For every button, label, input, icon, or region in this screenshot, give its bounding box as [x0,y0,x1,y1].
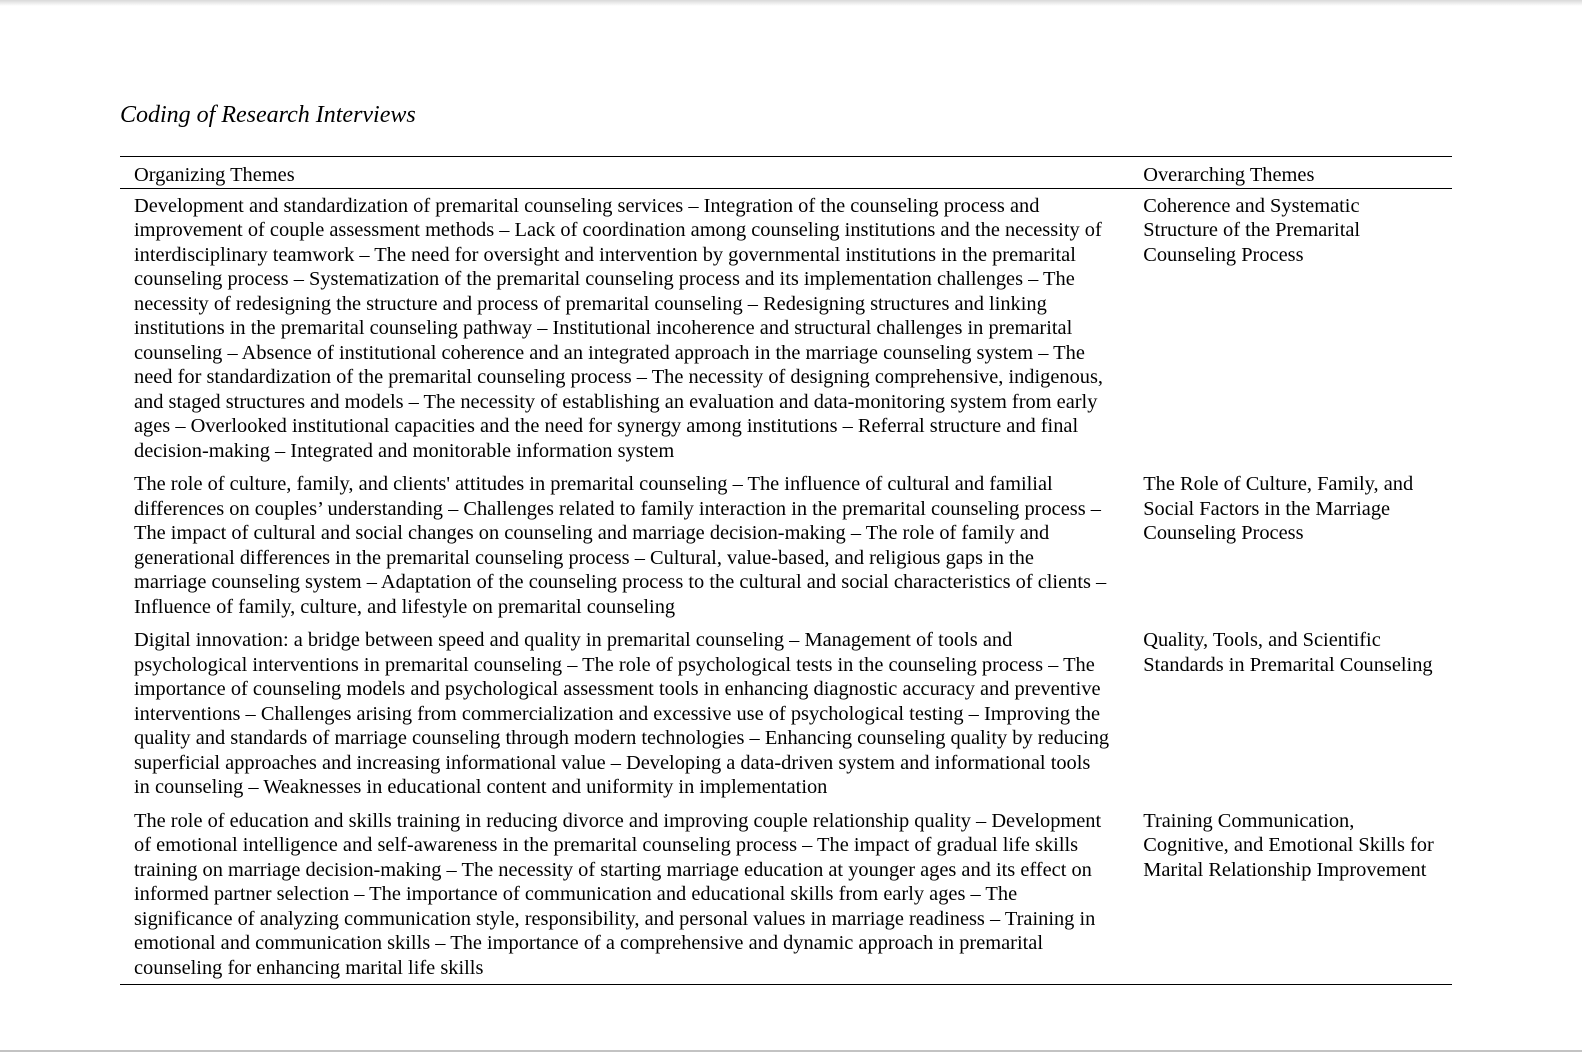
table-row [120,467,1452,623]
table-caption: Coding of Research Interviews [120,102,416,128]
table-row [120,188,1452,467]
table-row [120,623,1452,804]
table-header [120,157,1452,189]
header-row [120,157,1452,189]
table-row [120,804,1452,985]
organizing-themes-cell: The role of culture, family, and clients' attitudes in premarital counseling – The influence of cultural and familial differences on couples’ understanding – Challenges related to family interaction in the premarital counseling process – The impact of cultural and social changes on counseling and marriage decision-making – The role of family and generational differences in the premarital counseling process – Cultural, value-based, and religious gaps in the marriage counseling system – Adaptation of the counseling process to the cultural and social characteristics of clients – Influence of family, culture, and lifestyle on premarital counseling [134,473,1107,618]
organizing-themes-cell: The role of education and skills training in reducing divorce and improving couple relationship quality – Development of emotional intelligence and self-awareness in the premarital counseling process – The impact of gradual life skills training on marriage decision-making – The necessity of starting marriage education at younger ages and its effect on informed partner selection – The importance of communication and educational skills from early ages – The significance of analyzing communication style, responsibility, and personal values in marriage readiness – Training in emotional and communication skills – The importance of a comprehensive and dynamic approach in premarital counseling for enhancing marital life skills [134,809,1102,979]
overarching-theme-cell: The Role of Culture, Family, and Social Factors in the Marriage Counseling Process [1143,473,1414,544]
organizing-themes-cell: Development and standardization of premarital counseling services – Integration of the counseling process and improvement of couple assessment methods – Lack of coordination among counseling institutions and the necessity of interdisciplinary teamwork – The need for oversight and intervention by governmental institutions in the premarital counseling process – Systematization of the premarital counseling process and its implementation challenges – The necessity of redesigning the structure and process of premarital counseling – Redesigning structures and linking institutions in the premarital counseling pathway – Institutional incoherence and structural challenges in premarital counseling – Absence of institutional coherence and an integrated approach in the marriage counseling system – The need for standardization of the premarital counseling process – The necessity of designing comprehensive, indigenous, and staged structures and models – The necessity of establishing an evaluation and data-monitoring system from early ages – Overlooked institutional capacities and the need for synergy among institutions – Referral structure and final decision-making – Integrated and monitorable information system [134,194,1104,462]
overarching-theme-cell: Coherence and Systematic Structure of the Premarital Counseling Process [1143,194,1361,266]
overarching-theme-cell: Quality, Tools, and Scientific Standards in Premarital Counseling [1143,629,1433,676]
organizing-themes-cell: Digital innovation: a bridge between speed and quality in premarital counseling – Management of tools and psychological interventions in premarital counseling – The role of psychological tests in the counseling process – The importance of counseling models and psychological assessment tools in enhancing diagnostic accuracy and preventive interventions – Challenges arising from commercialization and excessive use of psychological testing – Improving the quality and standards of marriage counseling through modern technologies – Enhancing counseling quality by reducing superficial approaches and increasing informational value – Developing a data-driven system and informational tools in counseling – Weaknesses in educational content and uniformity in implementation [134,629,1110,798]
table-body [120,188,1452,985]
header-organizing-themes: Organizing Themes [134,164,295,186]
header-overarching-themes: Overarching Themes [1143,164,1315,186]
coding-themes-table [120,156,1452,985]
page-top-edge [0,0,1582,6]
overarching-theme-cell: Training Communication, Cognitive, and Emotional Skills for Marital Relationship Improvement [1143,809,1434,881]
